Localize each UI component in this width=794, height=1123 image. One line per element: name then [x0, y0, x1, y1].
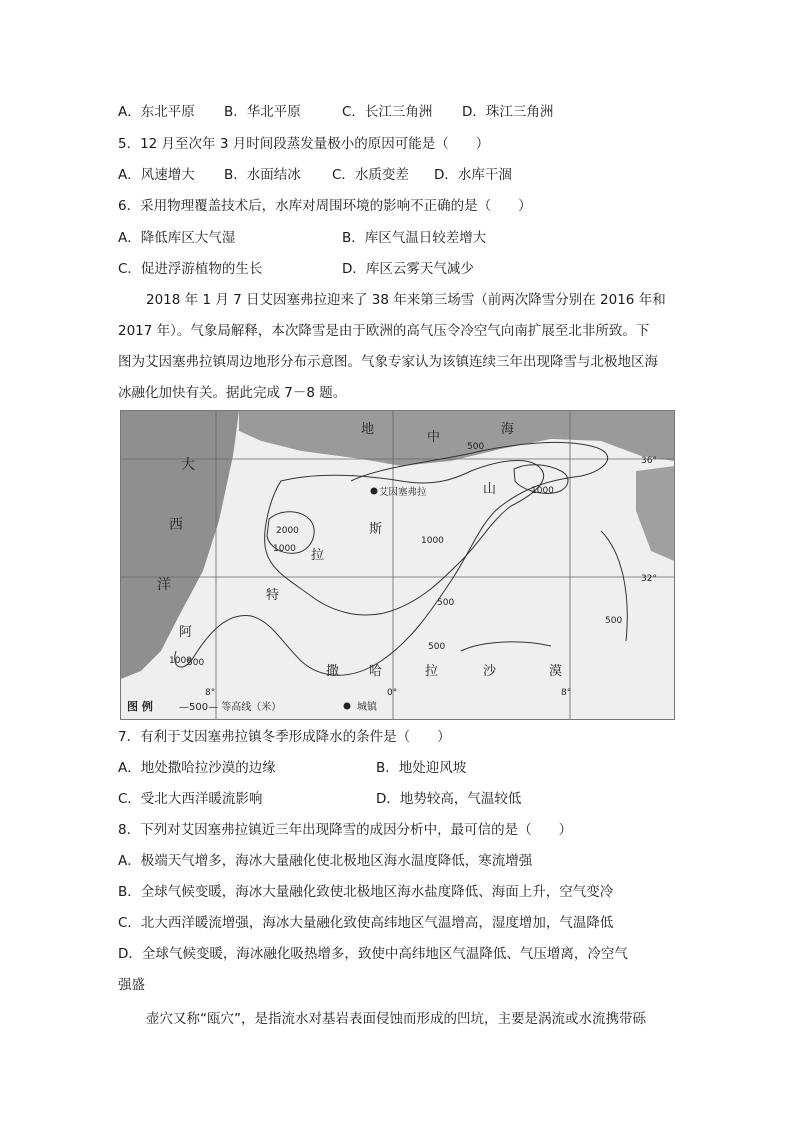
legend-title: 图 例 — [127, 700, 153, 713]
q6-stem: 6．采用物理覆盖技术后，水库对周围环境的影响不正确的是（ ） — [118, 198, 532, 214]
q7-option-b: B．地处迎风坡 — [376, 760, 467, 776]
contour-label-3: 2000 — [276, 526, 299, 536]
contour-label-7: 500 — [428, 642, 446, 652]
legend-town-marker — [344, 703, 351, 710]
passage1-line-1: 2018 年 1 月 7 日艾因塞弗拉迎来了 38 年来第三场雪（前两次降雪分别在 2016 年和 — [146, 292, 666, 308]
sea-char-1: 地 — [361, 422, 375, 437]
contour-label-2: 1000 — [531, 486, 554, 496]
sea-char-3: 海 — [501, 422, 515, 437]
q5-option-b: B．水面结冰 — [224, 167, 301, 183]
q8-stem: 8．下列对艾因塞弗拉镇近三年出现降雪的成因分析中，最可信的是（ ） — [118, 822, 573, 838]
q4-option-d: D．珠江三角洲 — [462, 104, 554, 120]
q7-option-c: C．受北大西洋暖流影响 — [118, 791, 263, 807]
desert-char-2: 哈 — [369, 664, 383, 679]
town-label: 艾因塞弗拉 — [379, 487, 427, 498]
desert-char-4: 沙 — [483, 664, 497, 679]
q7-option-a: A．地处撒哈拉沙漠的边缘 — [118, 760, 276, 776]
q6-option-b: B．库区气温日较差增大 — [342, 230, 487, 246]
contour-label-5: 1000 — [421, 536, 444, 546]
terrain-map — [120, 410, 675, 720]
contour-label-1: 500 — [467, 442, 485, 452]
contour-label-8: 500 — [605, 616, 623, 626]
q8-option-c: C．北大西洋暖流增强，海冰大量融化致使高纬地区气温增高，湿度增加，气温降低 — [118, 915, 614, 931]
town-marker — [371, 488, 378, 495]
q5-option-c: C．水质变差 — [332, 167, 409, 183]
passage1-line-4: 冰融化加快有关。据此完成 7－8 题。 — [118, 385, 347, 401]
q4-option-a: A．东北平原 — [118, 104, 195, 120]
ocean-char-1: 大 — [181, 457, 195, 473]
q8-option-d-continued: 强盛 — [118, 977, 145, 993]
q5-option-d: D．水库干涸 — [434, 167, 512, 183]
q5-stem: 5．12 月至次年 3 月时间段蒸发量极小的原因可能是（ ） — [118, 136, 490, 152]
contour-label-9: 1000 — [169, 656, 192, 666]
sea-char-2: 中 — [427, 430, 441, 445]
lon-label-w8: 8° — [205, 688, 216, 698]
passage2-line-1: 壶穴又称“瓯穴”，是指流水对基岩表面侵蚀而形成的凹坑，主要是涡流或水流携带砾 — [146, 1011, 646, 1027]
mountain-char-5: 山 — [483, 482, 497, 497]
q4-option-b: B．华北平原 — [224, 104, 301, 120]
q7-option-d: D．地势较高，气温较低 — [376, 791, 522, 807]
contour-label-6: 500 — [437, 598, 455, 608]
desert-char-1: 撒 — [326, 664, 340, 679]
q6-option-d: D．库区云雾天气减少 — [342, 261, 474, 277]
lat-label-32: 32° — [641, 574, 657, 584]
q5-option-a: A．风速增大 — [118, 167, 195, 183]
q8-option-d: D．全球气候变暖，海冰融化吸热增多，致使中高纬地区气温降低、气压增离，冷空气 — [118, 946, 628, 962]
q8-option-a: A．极端天气增多，海冰大量融化使北极地区海水温度降低，寒流增强 — [118, 853, 533, 869]
desert-char-5: 漠 — [549, 664, 563, 679]
mountain-char-3: 拉 — [311, 548, 325, 563]
ocean-char-3: 洋 — [157, 577, 171, 593]
legend-town: 城镇 — [357, 702, 377, 713]
mountain-char-1: 阿 — [179, 625, 193, 640]
contour-label-4: 1000 — [273, 544, 296, 554]
lon-label-0: 0° — [387, 688, 398, 698]
mountain-char-4: 斯 — [369, 522, 383, 537]
lon-label-e8: 8° — [561, 688, 572, 698]
passage1-line-3: 图为艾因塞弗拉镇周边地形分布示意图。气象专家认为该镇连续三年出现降雪与北极地区海 — [118, 354, 658, 370]
desert-char-3: 拉 — [425, 664, 439, 679]
q7-stem: 7．有利于艾因塞弗拉镇冬季形成降水的条件是（ ） — [118, 729, 451, 745]
mountain-char-2: 特 — [266, 588, 280, 603]
ocean-char-2: 西 — [169, 517, 183, 533]
q6-option-c: C．促进浮游植物的生长 — [118, 261, 263, 277]
lat-label-36: 36° — [641, 456, 657, 466]
q6-option-a: A．降低库区大气湿 — [118, 230, 236, 246]
contour-label-10: 500 — [187, 658, 205, 668]
q4-option-c: C．长江三角洲 — [342, 104, 433, 120]
legend-contour: —500— 等高线（米） — [179, 702, 282, 713]
passage1-line-2: 2017 年）。气象局解释，本次降雪是由于欧洲的高气压令冷空气向南扩展至北非所致。下 — [118, 323, 650, 339]
q8-option-b: B．全球气候变暖，海冰大量融化致使北极地区海水盐度降低、海面上升，空气变冷 — [118, 884, 614, 900]
